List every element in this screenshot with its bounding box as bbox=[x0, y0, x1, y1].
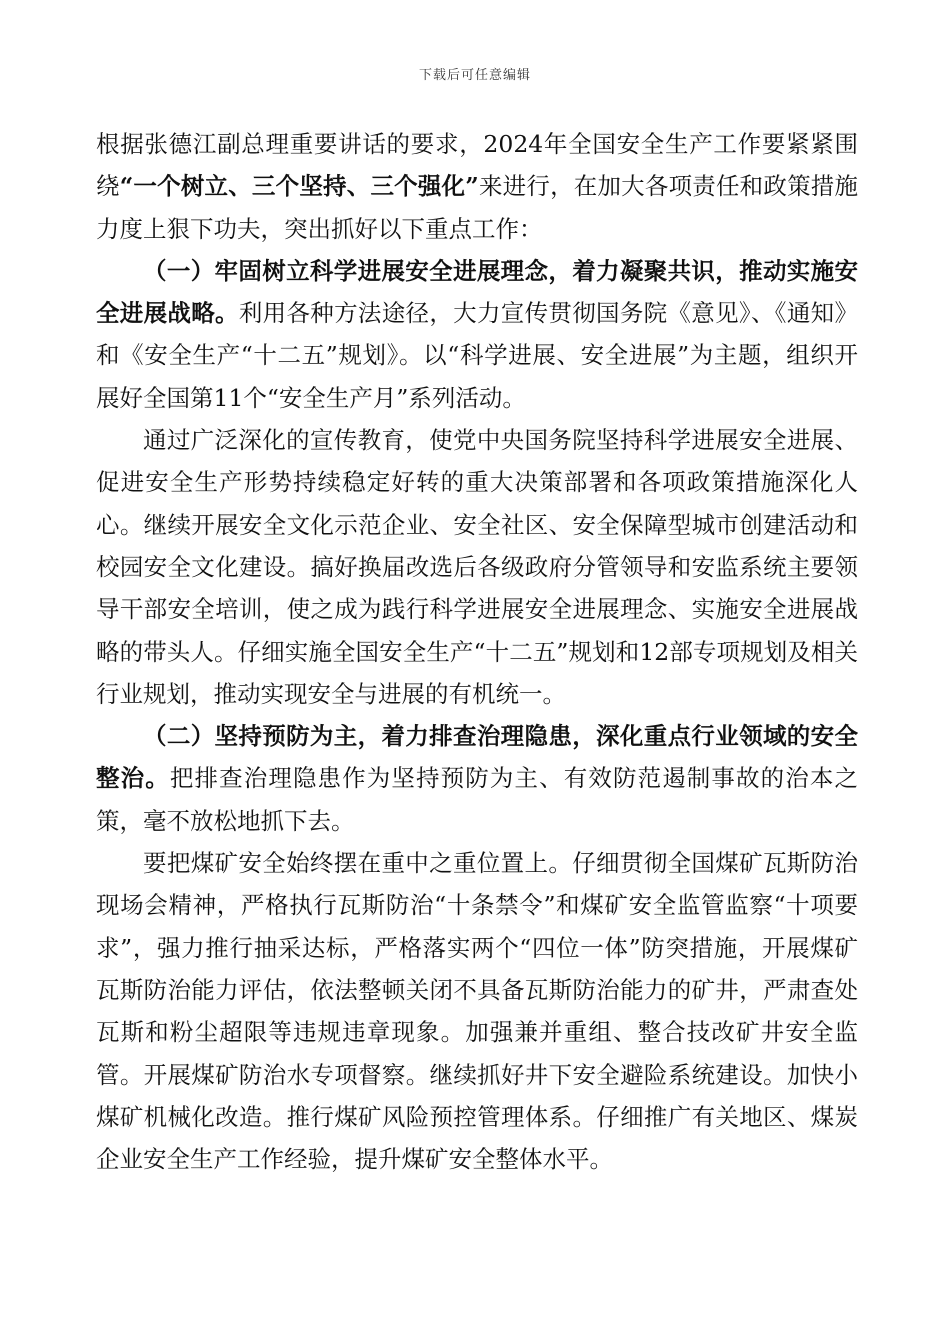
document-body bbox=[96, 123, 858, 1180]
paragraph-intro-text: 根据张德江副总理重要讲话的要求，2024年全国安全生产工作要紧紧围绕 bbox=[96, 130, 858, 201]
section-one-heading: （一）牢固树立科学进展安全进展理念，着力凝聚共识，推动实施安全进展战略。 bbox=[96, 256, 858, 328]
section-two-paragraph bbox=[96, 715, 858, 842]
paragraph-intro-tail: 来进行，在加大各项责任和政策措施力度上狠下功夫，突出抓好以下重点工作： bbox=[96, 172, 858, 243]
section-one-text: 利用各种方法途径，大力宣传贯彻国务院《意见》、《通知》和《安全生产“十二五”规划》。以“科学进展、安全进展”为主题，组织开展好全国第11个“安全生产月”系列活动。 bbox=[96, 299, 858, 412]
section-two-text: 把排查治理隐患作为坚持预防为主、有效防范遏制事故的治本之策，毫不放松地抓下去。 bbox=[96, 764, 859, 835]
paragraph-intro bbox=[96, 123, 858, 250]
section-one-detail-paragraph: 通过广泛深化的宣传教育，使党中央国务院坚持科学进展安全进展、促进安全生产形势持续稳定好转的重大决策部署和各项政策措施深化人心。继续开展安全文化示范企业、安全社区、安全保障型城市创建活动和校园安全文化建设。搞好换届改选后各级政府分管领导和安监系统主要领导干部安全培训，使之成为践行科学进展安全进展理念、实施安全进展战略的带头人。仔细实施全国安全生产“十二五”规划和12部专项规划及相关行业规划，推动实现安全与进展的有机统一。 bbox=[96, 426, 858, 708]
paragraph-intro-emphasis: “一个树立、三个坚持、三个强化” bbox=[119, 172, 479, 201]
section-two-detail-paragraph: 要把煤矿安全始终摆在重中之重位置上。仔细贯彻全国煤矿瓦斯防治现场会精神，严格执行瓦斯防治“十条禁令”和煤矿安全监管监察“十项要求”，强力推行抽采达标，严格落实两个“四位一体”防突措施，开展煤矿瓦斯防治能力评估，依法整顿关闭不具备瓦斯防治能力的矿井，严肃查处瓦斯和粉尘超限等违规违章现象。加强兼并重组、整合技改矿井安全监管。开展煤矿防治水专项督察。继续抓好井下安全避险系统建设。加快小煤矿机械化改造。推行煤矿风险预控管理体系。仔细推广有关地区、煤炭企业安全生产工作经验，提升煤矿安全整体水平。 bbox=[96, 849, 858, 1174]
section-one-paragraph bbox=[96, 250, 858, 419]
page-header: 下载后可任意编辑 bbox=[418, 68, 531, 83]
section-two-heading: （二）坚持预防为主，着力排查治理隐患，深化重点行业领域的安全整治。 bbox=[96, 722, 858, 793]
